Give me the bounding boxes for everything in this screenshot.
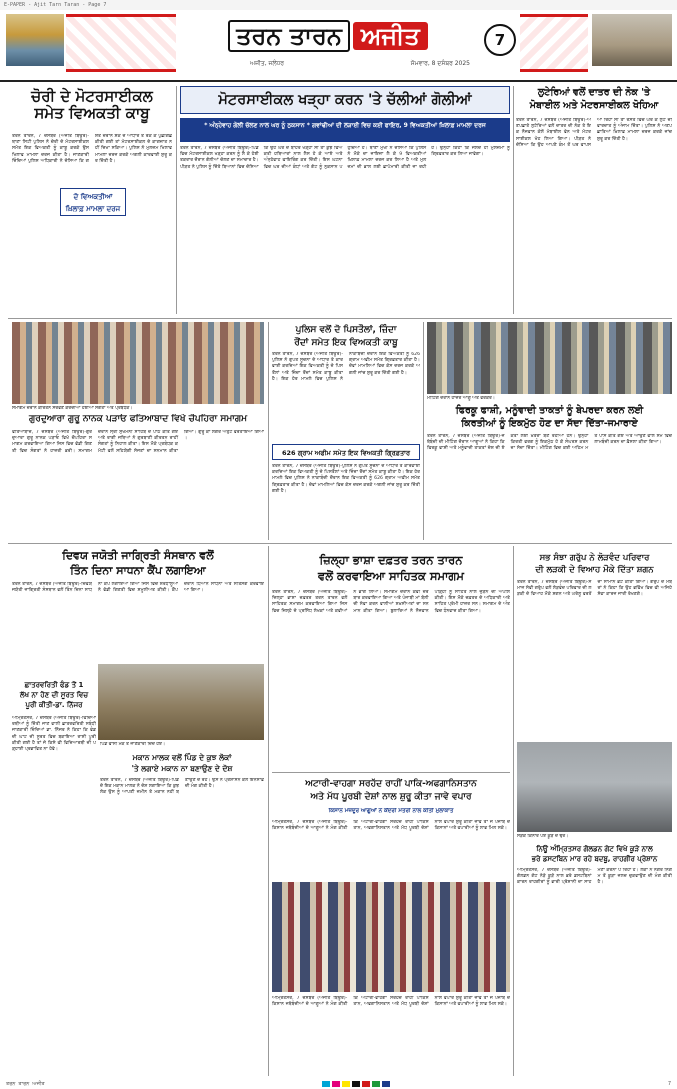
mazal-body: ਤਰਨ ਤਾਰਨ, 7 ਦਸੰਬਰ (ਅਜੀਤ ਬਿਊਰੋ)-ਪਿੰਡ ਦੇ ਇਕ ਮਕਾਨ ਮਾਲਕ ਨੇ ਦੋਸ਼ ਲਗਾਇਆ ਕਿ ਕੁਝ ਲੋਕ ਉਸ ਨੂੰ ਆਪਣੀ ਜ਼ਮੀਨ ਤੇ ਮਕਾਨ ਨਹੀਂ ਬਣਾਉਣ ਦੇ ਰਹੇ। ਉਸ ਨੇ ਪ੍ਰਸ਼ਾਸਨ ਕੋਲੋਂ ਇਨਸਾਫ਼ ਦੀ ਮੰਗ ਕੀਤੀ ਹੈ।	[100, 778, 264, 796]
rule	[272, 772, 510, 773]
rule	[423, 322, 424, 540]
robbers-headline-line1: ਲੁਟੇਰਿਆਂ ਵਲੋਂ ਦਾਤਰ ਦੀ ਨੋਕ 'ਤੇ	[537, 87, 651, 98]
rule	[513, 86, 514, 314]
scholarship-headline-line2: ਲੱਖ ਨਾ ਹੋਣ ਦੀ ਸੂਰਤ ਵਿਚ	[19, 691, 89, 699]
garbage-caption: ਸੜਕ ਕਿਨਾਰੇ ਪਏ ਕੂੜੇ ਦੇ ਢੇਰ।	[517, 834, 569, 839]
rule	[268, 546, 269, 1076]
scholarship-headline-line1: ਛਾਤਰਵਰਿਤੀ ਫੰਡ ਤੋਂ 1	[24, 681, 84, 689]
masthead-title-left: ਤਰਨ ਤਾਰਨ	[228, 20, 350, 52]
garbage-headline-line2: ਭਰੇ ਡਸਟਬਿਨ ਮਾਰ ਰਹੇ ਬਦਬੂ, ਰਾਹਗੀਰ ਪ੍ਰੇਸ਼ਾਨ	[531, 855, 658, 863]
footer-left-label: ਤਰਨ ਤਾਰਨ ਅਜੀਤ	[6, 1081, 45, 1087]
gurdwara-photo	[12, 322, 264, 404]
masthead-date: ਸੋਮਵਾਰ, 8 ਦਸੰਬਰ 2025	[410, 60, 470, 67]
pistols-headline-line2: ਰੌਂਦਾਂ ਸਮੇਤ ਇਕ ਵਿਅਕਤੀ ਕਾਬੂ	[294, 338, 398, 348]
sectarian-headline-line1: ਫਿਰਕੂ ਫਾਸ਼ੀ, ਮਨੂੰਵਾਦੀ ਤਾਕਤਾਂ ਨੂੰ ਬੇਪਰਦਾ ਕਰਨ ਲਈ	[455, 405, 644, 416]
gurdwara-body: ਫਤਿਆਬਾਦ, 7 ਦਸੰਬਰ (ਅਜੀਤ ਬਿਊਰੋ)-ਗੁਰਦੁਆਰਾ ਗੁਰੂ ਨਾਨਕ ਪੜਾਓ ਵਿਖੇ ਚੌਪਹਿਰਾ ਸਮਾਗਮ ਕਰਵਾਇਆ ਗਿਆ ਜਿਸ ਵਿਚ ਵੱਡੀ ਗਿਣਤੀ ਵਿਚ ਸੰਗਤਾਂ ਨੇ ਹਾਜ਼ਰੀ ਭਰੀ। ਸਮਾਗਮ ਦੌਰਾਨ ਸ੍ਰੀ ਸੁਖਮਨੀ ਸਾਹਿਬ ਦੇ ਪਾਠ ਕੀਤੇ ਗਏ ਅਤੇ ਰਾਗੀ ਜਥਿਆਂ ਨੇ ਗੁਰਬਾਣੀ ਕੀਰਤਨ ਰਾਹੀਂ ਸੰਗਤਾਂ ਨੂੰ ਨਿਹਾਲ ਕੀਤਾ। ਇਸ ਮੌਕੇ ਪ੍ਰਬੰਧਕ ਕਮੇਟੀ ਵਲੋਂ ਸਹਿਯੋਗੀ ਸੱਜਣਾਂ ਦਾ ਸਨਮਾਨ ਕੀਤਾ ਗਿਆ। ਗੁਰੂ ਕਾ ਲੰਗਰ ਅਤੁੱਟ ਵਰਤਾਇਆ ਗਿਆ।	[12, 430, 264, 454]
wedding-headline	[517, 552, 672, 576]
page-footer	[0, 1079, 677, 1089]
attari-body-continued: ਅੰਮ੍ਰਿਤਸਰ, 7 ਦਸੰਬਰ (ਅਜੀਤ ਬਿਊਰੋ)-ਕਿਸਾਨ ਜਥੇਬੰਦੀਆਂ ਦੇ ਆਗੂਆਂ ਨੇ ਮੰਗ ਕੀਤੀ ਕਿ ਅਟਾਰੀ-ਵਾਹਗਾ ਸਰਹੱਦ ਰਾਹੀਂ ਪਾਕਿਸਤਾਨ, ਅਫਗਾਨਿਸਤਾਨ ਅਤੇ ਮੱਧ ਪੂਰਬੀ ਦੇਸ਼ਾਂ ਨਾਲ ਵਪਾਰ ਸ਼ੁਰੂ ਕੀਤਾ ਜਾਵੇ ਤਾਂ ਜੋ ਪੰਜਾਬ ਦੇ ਕਿਸਾਨਾਂ ਅਤੇ ਵਪਾਰੀਆਂ ਨੂੰ ਲਾਭ ਮਿਲ ਸਕੇ।	[272, 996, 510, 1008]
divya-headline	[12, 548, 264, 578]
sectarian-headline	[427, 404, 672, 430]
scholarship-headline-line3: ਪੂਰੀ ਕੀਤੀ-ਡਾ. ਨਿੱਜਰ	[25, 701, 83, 709]
color-swatch	[332, 1081, 340, 1087]
divya-photo	[98, 664, 264, 740]
scholarship-body: ਅੰਮ੍ਰਿਤਸਰ, 7 ਦਸੰਬਰ (ਅਜੀਤ ਬਿਊਰੋ)-ਵਿਦਿਆਰਥੀਆਂ ਨੂੰ ਦਿੱਤੀ ਜਾਣ ਵਾਲੀ ਛਾਤਰਵਰਿਤੀ ਸਬੰਧੀ ਜਾਣਕਾਰੀ ਦਿੰਦਿਆਂ ਡਾ. ਨਿੱਜਰ ਨੇ ਕਿਹਾ ਕਿ ਫੰਡ ਦੀ ਘਾਟ ਦੀ ਸੂਰਤ ਵਿਚ ਬਕਾਇਆ ਰਾਸ਼ੀ ਪੂਰੀ ਕੀਤੀ ਗਈ ਹੈ ਤਾਂ ਜੋ ਕਿਸੇ ਵੀ ਵਿਦਿਆਰਥੀ ਦੀ ਪੜ੍ਹਾਈ ਪ੍ਰਭਾਵਿਤ ਨਾ ਹੋਵੇ।	[12, 716, 96, 753]
theft-inset-line2: ਖ਼ਿਲਾਫ਼ ਮਾਮਲਾ ਦਰਜ	[65, 205, 121, 213]
sectarian-caption: ਮੀਟਿੰਗ ਦੌਰਾਨ ਹਾਜ਼ਰ ਆਗੂ ਅਤੇ ਵਰਕਰ।	[427, 396, 495, 401]
robbers-headline-line2: ਮੋਬਾਈਲ ਅਤੇ ਮੋਟਰਸਾਈਕਲ ਖੋਹਿਆ	[529, 100, 659, 111]
building-photo	[592, 14, 672, 66]
masthead-pattern	[66, 14, 176, 72]
garbage-photo	[517, 742, 672, 832]
color-registration-swatches	[322, 1081, 390, 1087]
divya-body: ਤਰਨ ਤਾਰਨ, 7 ਦਸੰਬਰ (ਅਜੀਤ ਬਿਊਰੋ)-ਦਿਵਯ ਜਯੋਤੀ ਜਾਗ੍ਰਿਤੀ ਸੰਸਥਾਨ ਵਲੋਂ ਤਿੰਨ ਦਿਨਾ ਸਾਧਨਾ ਕੈਂਪ ਲਗਾਇਆ ਗਿਆ ਜਿਸ ਵਿਚ ਸ਼ਰਧਾਲੂਆਂ ਨੇ ਵੱਡੀ ਗਿਣਤੀ ਵਿਚ ਸ਼ਮੂਲੀਅਤ ਕੀਤੀ। ਕੈਂਪ ਦੌਰਾਨ ਧਿਆਨ ਸਾਧਨਾ ਅਤੇ ਸਤਿਸੰਗ ਕਰਵਾਇਆ ਗਿਆ।	[12, 582, 264, 594]
firing-headline: ਮੋਟਰਸਾਈਕਲ ਖੜ੍ਹਾ ਕਰਨ 'ਤੇ ਚੱਲੀਆਂ ਗੋਲੀਆਂ	[218, 92, 472, 108]
color-swatch	[342, 1081, 350, 1087]
robbers-headline	[516, 86, 672, 112]
color-swatch	[322, 1081, 330, 1087]
pistols-subhead: 626 ਗ੍ਰਾਮ ਅਫੀਮ ਸਮੇਤ ਇਕ ਵਿਅਕਤੀ ਗ੍ਰਿਫ਼ਤਾਰ	[272, 444, 420, 460]
bhasha-headline-line1: ਜ਼ਿਲ੍ਹਾ ਭਾਸ਼ਾ ਦਫ਼ਤਰ ਤਰਨ ਤਾਰਨ	[319, 553, 463, 567]
robbers-body: ਤਰਨ ਤਾਰਨ, 7 ਦਸੰਬਰ (ਅਜੀਤ ਬਿਊਰੋ)-ਅਣਪਛਾਤੇ ਲੁਟੇਰਿਆਂ ਵਲੋਂ ਦਾਤਰ ਦੀ ਨੋਕ ਤੇ ਇਕ ਨੌਜਵਾਨ ਕੋਲੋਂ ਮੋਬਾਈਲ ਫੋਨ ਅਤੇ ਮੋਟਰਸਾਈਕਲ ਖੋਹ ਲਿਆ ਗਿਆ। ਪੀੜਤ ਨੇ ਦੱਸਿਆ ਕਿ ਉਹ ਆਪਣੇ ਕੰਮ ਤੋਂ ਘਰ ਵਾਪਸ ਆ ਰਿਹਾ ਸੀ ਤਾਂ ਰਸਤੇ ਵਿਚ ਘੇਰ ਕੇ ਲੁੱਟ ਦੀ ਵਾਰਦਾਤ ਨੂੰ ਅੰਜਾਮ ਦਿੱਤਾ। ਪੁਲਿਸ ਨੇ ਅਣਪਛਾਤਿਆਂ ਖ਼ਿਲਾਫ਼ ਮਾਮਲਾ ਦਰਜ ਕਰਕੇ ਜਾਂਚ ਸ਼ੁਰੂ ਕਰ ਦਿੱਤੀ ਹੈ।	[516, 118, 672, 148]
golden-temple-photo	[6, 14, 64, 66]
attari-photo	[272, 882, 510, 992]
firing-body: ਤਰਨ ਤਾਰਨ, 7 ਦਸੰਬਰ (ਅਜੀਤ ਬਿਊਰੋ)-ਪਿੰਡ ਵਿਚ ਮੋਟਰਸਾਈਕਲ ਖੜ੍ਹਾ ਕਰਨ ਨੂੰ ਲੈ ਕੇ ਹੋਈ ਤਕਰਾਰ ਦੌਰਾਨ ਗੋਲੀਆਂ ਚੱਲਣ ਦਾ ਸਮਾਚਾਰ ਹੈ। ਪੀੜਤ ਨੇ ਪੁਲਿਸ ਨੂੰ ਦਿੱਤੇ ਬਿਆਨਾਂ ਵਿਚ ਦੱਸਿਆ ਕਿ ਉਹ ਘਰ ਦੇ ਬਾਹਰ ਖੜ੍ਹਾ ਸੀ ਤਾਂ ਕੁਝ ਵਿਅਕਤੀ ਹਥਿਆਰਾਂ ਨਾਲ ਲੈਸ ਹੋ ਕੇ ਆਏ ਅਤੇ ਅੰਨ੍ਹੇਵਾਹ ਫਾਇਰਿੰਗ ਕਰ ਦਿੱਤੀ। ਇਸ ਘਟਨਾ ਵਿਚ ਘਰ ਦੀਆਂ ਕੰਧਾਂ ਅਤੇ ਗੇਟ ਨੂੰ ਨੁਕਸਾਨ ਪਹੁੰਚਿਆ ਹੈ। ਥਾਣਾ ਮੁਖੀ ਨੇ ਦੱਸਿਆ ਕਿ ਪੁਲਿਸ ਨੇ ਮੌਕੇ ਦਾ ਜਾਇਜ਼ਾ ਲੈ ਕੇ 9 ਵਿਅਕਤੀਆਂ ਖ਼ਿਲਾਫ਼ ਮਾਮਲਾ ਦਰਜ ਕਰ ਲਿਆ ਹੈ ਅਤੇ ਮੁਲਜ਼ਮਾਂ ਦੀ ਭਾਲ ਲਈ ਛਾਪੇਮਾਰੀ ਕੀਤੀ ਜਾ ਰਹੀ ਹੈ। ਉਨ੍ਹਾਂ ਕਿਹਾ ਕਿ ਜਲਦ ਹੀ ਮੁਲਜ਼ਮਾਂ ਨੂੰ ਗ੍ਰਿਫ਼ਤਾਰ ਕਰ ਲਿਆ ਜਾਵੇਗਾ।	[180, 146, 510, 170]
rule	[176, 86, 177, 314]
color-swatch	[352, 1081, 360, 1087]
theft-inset-line1: ਦੋ ਵਿਅਕਤੀਆਂ	[73, 193, 113, 201]
pistols-headline	[272, 324, 420, 350]
gurdwara-caption: ਸਮਾਗਮ ਦੌਰਾਨ ਕੀਰਤਨ ਸਰਵਣ ਕਰਦੀਆਂ ਹੋਈਆਂ ਸੰਗਤਾਂ ਅਤੇ ਪ੍ਰਬੰਧਕ।	[12, 406, 133, 411]
color-swatch	[372, 1081, 380, 1087]
theft-body: ਤਰਨ ਤਾਰਨ, 7 ਦਸੰਬਰ (ਅਜੀਤ ਬਿਊਰੋ)-ਥਾਣਾ ਸਿਟੀ ਪੁਲਿਸ ਨੇ ਚੋਰੀ ਦੇ ਮੋਟਰਸਾਈਕਲ ਸਮੇਤ ਇਕ ਵਿਅਕਤੀ ਨੂੰ ਕਾਬੂ ਕਰਕੇ ਉਸ ਖਿਲਾਫ ਮਾਮਲਾ ਦਰਜ ਕੀਤਾ ਹੈ। ਜਾਣਕਾਰੀ ਦਿੰਦਿਆਂ ਪੁਲਿਸ ਅਧਿਕਾਰੀ ਨੇ ਦੱਸਿਆ ਕਿ ਗਸ਼ਤ ਦੌਰਾਨ ਸ਼ੱਕ ਦੇ ਆਧਾਰ ਤੇ ਰੋਕ ਕੇ ਪੁੱਛਗਿੱਛ ਕੀਤੀ ਗਈ ਤਾਂ ਮੋਟਰਸਾਈਕਲ ਦੇ ਕਾਗਜ਼ਾਤ ਨਹੀਂ ਦਿਖਾ ਸਕਿਆ। ਪੁਲਿਸ ਨੇ ਮੁਲਜ਼ਮ ਖਿਲਾਫ ਮਾਮਲਾ ਦਰਜ ਕਰਕੇ ਅਗਲੀ ਕਾਰਵਾਈ ਸ਼ੁਰੂ ਕਰ ਦਿੱਤੀ ਹੈ।	[12, 134, 172, 164]
firing-headline-box	[180, 86, 510, 114]
masthead-subline	[250, 60, 470, 70]
rule	[268, 322, 269, 540]
divya-headline-line1: ਦਿਵਯ ਜਯੋਤੀ ਜਾਗ੍ਰਿਤੀ ਸੰਸਥਾਨ ਵਲੋਂ	[62, 549, 214, 562]
attari-body: ਅੰਮ੍ਰਿਤਸਰ, 7 ਦਸੰਬਰ (ਅਜੀਤ ਬਿਊਰੋ)-ਕਿਸਾਨ ਜਥੇਬੰਦੀਆਂ ਦੇ ਆਗੂਆਂ ਨੇ ਮੰਗ ਕੀਤੀ ਕਿ ਅਟਾਰੀ-ਵਾਹਗਾ ਸਰਹੱਦ ਰਾਹੀਂ ਪਾਕਿਸਤਾਨ, ਅਫਗਾਨਿਸਤਾਨ ਅਤੇ ਮੱਧ ਪੂਰਬੀ ਦੇਸ਼ਾਂ ਨਾਲ ਵਪਾਰ ਸ਼ੁਰੂ ਕੀਤਾ ਜਾਵੇ ਤਾਂ ਜੋ ਪੰਜਾਬ ਦੇ ਕਿਸਾਨਾਂ ਅਤੇ ਵਪਾਰੀਆਂ ਨੂੰ ਲਾਭ ਮਿਲ ਸਕੇ।	[272, 820, 510, 832]
bhasha-headline-line2: ਵਲੋਂ ਕਰਵਾਇਆ ਸਾਹਿਤਕ ਸਮਾਗਮ	[318, 569, 464, 583]
footer-page-number: 7	[667, 1081, 671, 1087]
pistols-headline-line1: ਪੁਲਿਸ ਵਲੋਂ ਦੋ ਪਿਸਤੌਲਾਂ, ਜ਼ਿੰਦਾ	[295, 325, 397, 335]
sectarian-body: ਤਰਨ ਤਾਰਨ, 7 ਦਸੰਬਰ (ਅਜੀਤ ਬਿਊਰੋ)-ਜਥੇਬੰਦੀ ਦੀ ਮੀਟਿੰਗ ਦੌਰਾਨ ਆਗੂਆਂ ਨੇ ਕਿਹਾ ਕਿ ਫਿਰਕੂ ਫਾਸ਼ੀ ਅਤੇ ਮਨੂੰਵਾਦੀ ਤਾਕਤਾਂ ਦੇਸ਼ ਦੀ ਏਕਤਾ ਲਈ ਖ਼ਤਰਾ ਬਣ ਰਹੀਆਂ ਹਨ। ਉਨ੍ਹਾਂ ਕਿਰਤੀ ਵਰਗ ਨੂੰ ਇਕਮੁੱਠ ਹੋ ਕੇ ਸੰਘਰਸ਼ ਕਰਨ ਦਾ ਸੱਦਾ ਦਿੱਤਾ। ਮੀਟਿੰਗ ਵਿਚ ਕਈ ਅਹਿਮ ਮਤੇ ਪਾਸ ਕੀਤੇ ਗਏ ਅਤੇ ਆਉਣ ਵਾਲੇ ਸਮੇਂ ਵਿਚ ਲਾਮਬੰਦੀ ਕਰਨ ਦਾ ਫ਼ੈਸਲਾ ਕੀਤਾ ਗਿਆ।	[427, 434, 672, 452]
gurdwara-headline: ਗੁਰਦੁਆਰਾ ਗੁਰੂ ਨਾਨਕ ਪੜਾਓ ਫਤਿਆਬਾਦ ਵਿਖੇ ਚੌਪਹਿਰਾ ਸਮਾਗਮ	[28, 414, 248, 424]
firing-kicker: * ਅੰਨ੍ਹੇਵਾਹ ਗੋਲੀ ਚੱਲਣ ਨਾਲ ਘਰ ਨੂੰ ਨੁਕਸਾਨ * ਗਵਾਂਢੀਆਂ ਦੀ ਲੜਾਈ ਵਿਚ ਕਈ ਫਾਇਰ, 9 ਵਿਅਕਤੀਆਂ ਖ਼ਿਲਾਫ਼ ਮਾਮਲਾ ਦਰਜ	[180, 118, 510, 142]
sectarian-headline-line2: ਕਿਰਤੀਆਂ ਨੂੰ ਇਕਮੁੱਠ ਹੋਣ ਦਾ ਸੱਦਾ ਦਿੱਤਾ-ਜਮਾਰਾਏ	[461, 418, 638, 429]
theft-headline	[12, 88, 172, 123]
wedding-headline-line2: ਦੀ ਲੜਕੀ ਦੇ ਵਿਆਹ ਮੌਕੇ ਦਿੱਤਾ ਸ਼ਗਨ	[535, 565, 654, 575]
attari-headline-line1: ਅਟਾਰੀ-ਵਾਹਗਾ ਸਰਹੱਦ ਰਾਹੀਂ ਪਾਕਿ-ਅਫਗਾਨਿਸਤਾਨ	[305, 779, 477, 789]
color-swatch	[382, 1081, 390, 1087]
attari-kicker: ਕਿਸਾਨ ਮਜ਼ਦੂਰ ਆਗੂਆਂ ਨੇ ਕੇਂਦਰੀ ਮੰਤਰੀ ਨਾਲ ਕੀਤੀ ਮੁਲਾਕਾਤ	[328, 808, 454, 814]
rule	[513, 546, 514, 1076]
theft-inset	[60, 188, 126, 216]
wedding-body: ਤਰਨ ਤਾਰਨ, 7 ਦਸੰਬਰ (ਅਜੀਤ ਬਿਊਰੋ)-ਸਮਾਜ ਸੇਵੀ ਗਰੁੱਪ ਵਲੋਂ ਲੋੜਵੰਦ ਪਰਿਵਾਰ ਦੀ ਲੜਕੀ ਦੇ ਵਿਆਹ ਮੌਕੇ ਸ਼ਗਨ ਅਤੇ ਘਰੇਲੂ ਵਰਤੋਂ ਦਾ ਸਾਮਾਨ ਭੇਟ ਕੀਤਾ ਗਿਆ। ਗਰੁੱਪ ਦੇ ਮੈਂਬਰਾਂ ਨੇ ਕਿਹਾ ਕਿ ਉਹ ਭਵਿੱਖ ਵਿਚ ਵੀ ਅਜਿਹੇ ਸੇਵਾ ਕਾਰਜ ਜਾਰੀ ਰੱਖਣਗੇ।	[517, 580, 672, 598]
masthead	[0, 10, 677, 82]
epaper-topline: E-PAPER - Ajit Tarn Taran - Page 7	[0, 0, 677, 10]
bhasha-body: ਤਰਨ ਤਾਰਨ, 7 ਦਸੰਬਰ (ਅਜੀਤ ਬਿਊਰੋ)-ਜ਼ਿਲ੍ਹਾ ਭਾਸ਼ਾ ਦਫ਼ਤਰ ਤਰਨ ਤਾਰਨ ਵਲੋਂ ਸਾਹਿਤਕ ਸਮਾਗਮ ਕਰਵਾਇਆ ਗਿਆ ਜਿਸ ਵਿਚ ਜ਼ਿਲ੍ਹੇ ਦੇ ਪ੍ਰਸਿੱਧ ਲੇਖਕਾਂ ਅਤੇ ਕਵੀਆਂ ਨੇ ਭਾਗ ਲਿਆ। ਸਮਾਗਮ ਦੌਰਾਨ ਕਵੀ ਦਰਬਾਰ ਕਰਵਾਇਆ ਗਿਆ ਅਤੇ ਪੰਜਾਬੀ ਮਾਂ ਬੋਲੀ ਦੀ ਸੇਵਾ ਕਰਨ ਵਾਲੀਆਂ ਸ਼ਖ਼ਸੀਅਤਾਂ ਦਾ ਸਨਮਾਨ ਕੀਤਾ ਗਿਆ। ਬੁਲਾਰਿਆਂ ਨੇ ਨੌਜਵਾਨ ਪੀੜ੍ਹੀ ਨੂੰ ਸਾਹਿਤ ਨਾਲ ਜੁੜਨ ਦੀ ਅਪੀਲ ਕੀਤੀ। ਇਸ ਮੌਕੇ ਦਫ਼ਤਰ ਦੇ ਅਧਿਕਾਰੀ ਅਤੇ ਸਾਹਿਤ ਪ੍ਰੇਮੀ ਹਾਜ਼ਰ ਸਨ। ਸਮਾਗਮ ਦੇ ਅੰਤ ਵਿਚ ਧੰਨਵਾਦ ਕੀਤਾ ਗਿਆ।	[272, 590, 510, 614]
attari-headline	[272, 778, 510, 804]
mazal-headline	[100, 752, 264, 774]
color-swatch	[362, 1081, 370, 1087]
masthead-title-right: ਅਜੀਤ	[353, 22, 428, 50]
masthead-title-box	[178, 14, 478, 58]
rule	[8, 318, 672, 319]
wedding-headline-line1: ਸਭ ਸੰਝਾ ਗਰੁੱਪ ਨੇ ਲੋੜਵੰਦ ਪਰਿਵਾਰ	[539, 553, 650, 563]
sectarian-photo	[427, 322, 672, 394]
pistols-body: ਤਰਨ ਤਾਰਨ, 7 ਦਸੰਬਰ (ਅਜੀਤ ਬਿਊਰੋ)-ਪੁਲਿਸ ਨੇ ਗੁਪਤ ਸੂਚਨਾ ਦੇ ਆਧਾਰ ਤੇ ਕਾਰਵਾਈ ਕਰਦਿਆਂ ਇਕ ਵਿਅਕਤੀ ਨੂੰ ਦੋ ਪਿਸਤੌਲਾਂ ਅਤੇ ਜ਼ਿੰਦਾ ਰੌਂਦਾਂ ਸਮੇਤ ਕਾਬੂ ਕੀਤਾ ਹੈ। ਇਕ ਹੋਰ ਮਾਮਲੇ ਵਿਚ ਪੁਲਿਸ ਨੇ ਨਾਕਾਬੰਦੀ ਦੌਰਾਨ ਇਕ ਵਿਅਕਤੀ ਨੂੰ 626 ਗ੍ਰਾਮ ਅਫੀਮ ਸਮੇਤ ਗ੍ਰਿਫ਼ਤਾਰ ਕੀਤਾ ਹੈ। ਦੋਵਾਂ ਮਾਮਲਿਆਂ ਵਿਚ ਕੇਸ ਦਰਜ ਕਰਕੇ ਅਗਲੀ ਜਾਂਚ ਸ਼ੁਰੂ ਕਰ ਦਿੱਤੀ ਗਈ ਹੈ।	[272, 352, 420, 382]
masthead-publisher: ਅਜੀਤ, ਜਲੰਧਰ	[250, 60, 285, 67]
theft-headline-line1: ਚੋਰੀ ਦੇ ਮੋਟਰਸਾਈਕਲ	[31, 87, 153, 105]
garbage-headline	[517, 844, 672, 864]
mazal-headline-line1: ਮਕਾਨ ਮਾਲਕ ਵਲੋਂ ਪਿੰਡ ਦੇ ਕੁਝ ਲੋਕਾਂ	[132, 753, 232, 762]
garbage-body: ਅੰਮ੍ਰਿਤਸਰ, 7 ਦਸੰਬਰ (ਅਜੀਤ ਬਿਊਰੋ)-ਗੋਲਡਨ ਗੇਟ ਨੇੜੇ ਕੂੜੇ ਨਾਲ ਭਰੇ ਡਸਟਬਿਨਾਂ ਕਾਰਨ ਰਾਹਗੀਰਾਂ ਨੂੰ ਭਾਰੀ ਪ੍ਰੇਸ਼ਾਨੀ ਦਾ ਸਾਹਮਣਾ ਕਰਨਾ ਪੈ ਰਿਹਾ ਹੈ। ਲੋਕਾਂ ਨੇ ਨਗਰ ਨਿਗਮ ਤੋਂ ਕੂੜਾ ਜਲਦ ਚੁਕਵਾਉਣ ਦੀ ਮੰਗ ਕੀਤੀ ਹੈ।	[517, 868, 672, 886]
garbage-headline-line1: ਨਿਊ ਅੰਮ੍ਰਿਤਸਰ ਗੋਲਡਨ ਗੇਟ ਵਿਖੇ ਕੂੜੇ ਨਾਲ	[536, 845, 653, 853]
rule	[8, 543, 672, 544]
masthead-pattern-right	[520, 14, 588, 72]
mazal-headline-line2: 'ਤੇ ਲਗਾਏ ਮਕਾਨ ਨਾ ਬਣਾਉਣ ਦੇ ਦੋਸ਼	[131, 764, 233, 773]
attari-headline-line2: ਅਤੇ ਮੱਧ ਪੂਰਬੀ ਦੇਸ਼ਾਂ ਨਾਲ ਸ਼ੁਰੂ ਕੀਤਾ ਜਾਵੇ ਵਪਾਰ	[310, 792, 472, 802]
mazal-caption: ਪਿੰਡ ਵਾਸੀ ਮੌਕੇ ਤੇ ਜਾਣਕਾਰੀ ਦਿੰਦੇ ਹੋਏ।	[100, 742, 166, 747]
scholarship-headline	[12, 680, 96, 710]
divya-headline-line2: ਤਿੰਨ ਦਿਨਾ ਸਾਧਨਾ ਕੈਂਪ ਲਗਾਇਆ	[70, 564, 206, 577]
pistols-body-continued: ਤਰਨ ਤਾਰਨ, 7 ਦਸੰਬਰ (ਅਜੀਤ ਬਿਊਰੋ)-ਪੁਲਿਸ ਨੇ ਗੁਪਤ ਸੂਚਨਾ ਦੇ ਆਧਾਰ ਤੇ ਕਾਰਵਾਈ ਕਰਦਿਆਂ ਇਕ ਵਿਅਕਤੀ ਨੂੰ ਦੋ ਪਿਸਤੌਲਾਂ ਅਤੇ ਜ਼ਿੰਦਾ ਰੌਂਦਾਂ ਸਮੇਤ ਕਾਬੂ ਕੀਤਾ ਹੈ। ਇਕ ਹੋਰ ਮਾਮਲੇ ਵਿਚ ਪੁਲਿਸ ਨੇ ਨਾਕਾਬੰਦੀ ਦੌਰਾਨ ਇਕ ਵਿਅਕਤੀ ਨੂੰ 626 ਗ੍ਰਾਮ ਅਫੀਮ ਸਮੇਤ ਗ੍ਰਿਫ਼ਤਾਰ ਕੀਤਾ ਹੈ। ਦੋਵਾਂ ਮਾਮਲਿਆਂ ਵਿਚ ਕੇਸ ਦਰਜ ਕਰਕੇ ਅਗਲੀ ਜਾਂਚ ਸ਼ੁਰੂ ਕਰ ਦਿੱਤੀ ਗਈ ਹੈ।	[272, 464, 420, 494]
theft-headline-line2: ਸਮੇਤ ਵਿਅਕਤੀ ਕਾਬੂ	[34, 104, 150, 123]
page-number-badge: 7	[484, 24, 516, 56]
bhasha-headline	[272, 552, 510, 584]
